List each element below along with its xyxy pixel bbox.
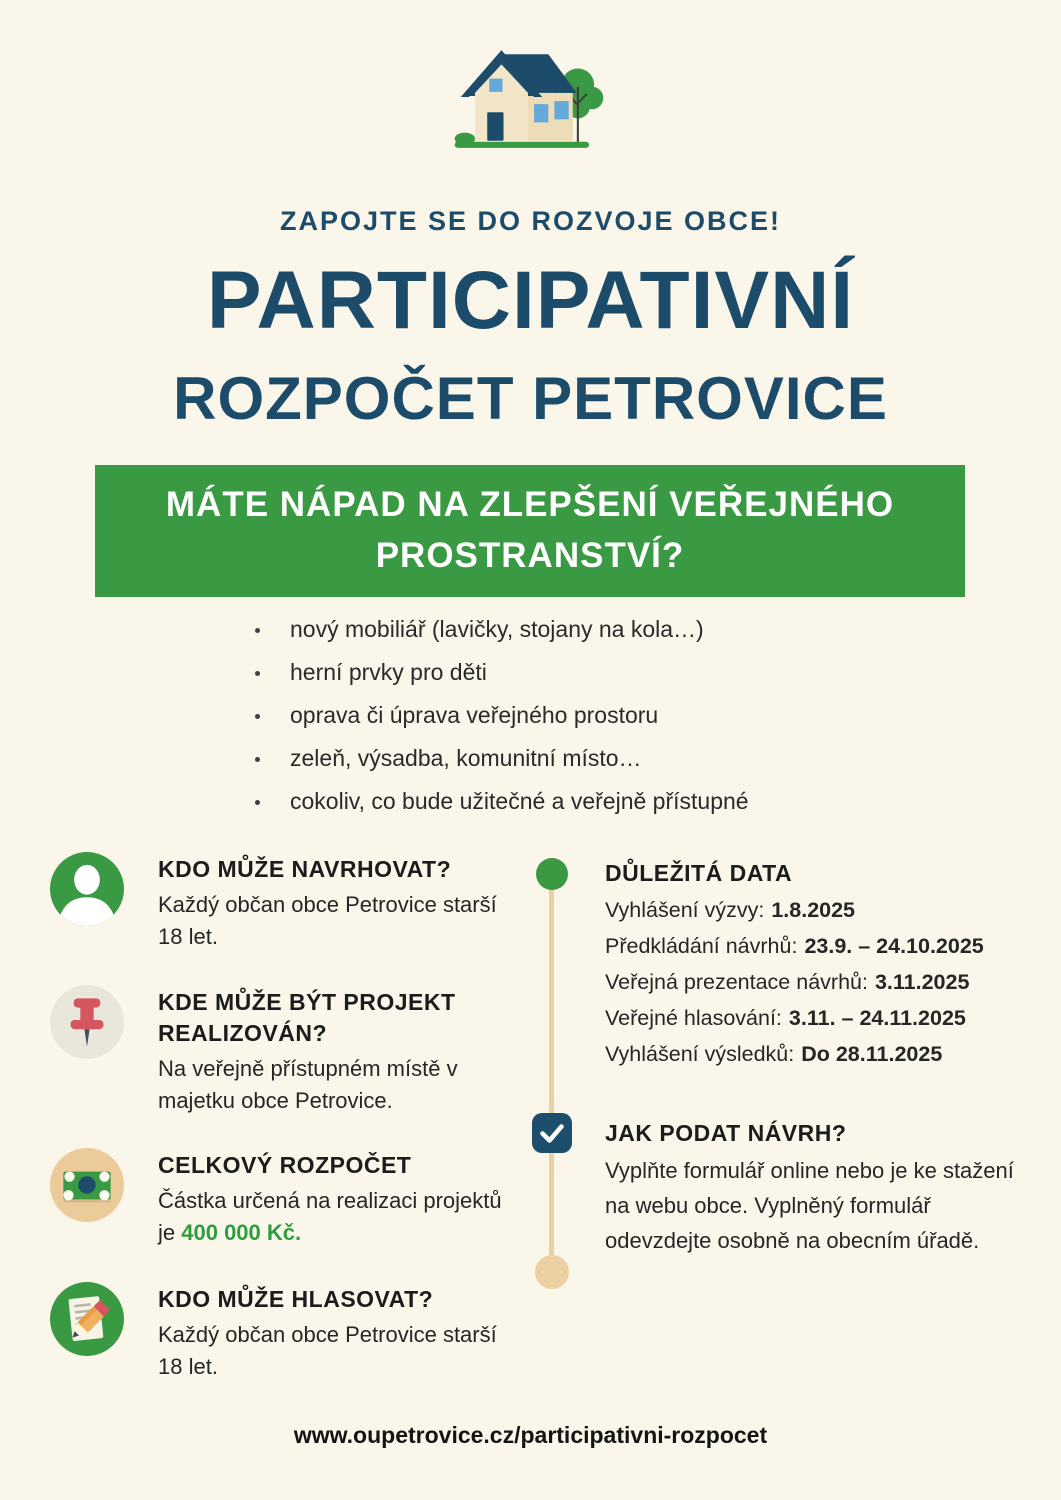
date-row bbox=[605, 1042, 1045, 1067]
date-value: 23.9. – 24.10.2025 bbox=[804, 934, 984, 958]
timeline-line bbox=[549, 874, 554, 1272]
poster-subtitle: ROZPOČET PETROVICE bbox=[173, 365, 888, 432]
poster-title: PARTICIPATIVNÍ bbox=[206, 255, 855, 346]
how-to-submit-body: Vyplňte formulář online nebo je ke stažení na webu obce. Vyplněný formulář odevzdejte osobně na obecním úřadě. bbox=[605, 1158, 1014, 1253]
section-where-realized bbox=[50, 985, 510, 1118]
bullet-icon bbox=[255, 800, 260, 805]
house-icon bbox=[448, 42, 612, 154]
important-dates-title: DŮLEŽITÁ DATA bbox=[605, 860, 793, 886]
date-row bbox=[605, 1006, 1045, 1031]
idea-text: zeleň, výsadba, komunitní místo… bbox=[290, 745, 642, 771]
idea-text: oprava či úprava veřejného prostoru bbox=[290, 702, 659, 728]
list-item bbox=[255, 745, 875, 772]
date-label: Vyhlášení výsledků: bbox=[605, 1042, 795, 1066]
section-body: Částka určená na realizaci projektů je 400 000 Kč. bbox=[158, 1188, 502, 1246]
budget-amount: 400 000 Kč. bbox=[181, 1220, 302, 1246]
section-body: Na veřejně přístupném místě v majetku obce Petrovice. bbox=[158, 1056, 458, 1114]
date-value: 3.11.2025 bbox=[874, 970, 970, 994]
kicker: ZAPOJTE SE DO ROZVOJE OBCE! bbox=[279, 206, 782, 236]
date-label: Veřejné hlasování: bbox=[605, 1006, 782, 1030]
idea-text: cokoliv, co bude užitečné a veřejně přístupné bbox=[290, 788, 749, 814]
idea-text: nový mobiliář (lavičky, stojany na kola…) bbox=[290, 616, 704, 642]
idea-text: herní prvky pro děti bbox=[290, 659, 487, 685]
section-who-can-propose bbox=[50, 852, 510, 954]
date-label: Vyhlášení výzvy: bbox=[605, 898, 765, 922]
money-icon bbox=[50, 1148, 124, 1222]
list-item bbox=[255, 616, 875, 643]
section-title: CELKOVÝ ROZPOČET bbox=[158, 1152, 412, 1178]
section-total-budget bbox=[50, 1148, 510, 1250]
date-value: 3.11. – 24.11.2025 bbox=[788, 1006, 966, 1030]
bullet-icon bbox=[255, 714, 260, 719]
pencil-icon bbox=[50, 1282, 124, 1356]
checkbox-icon bbox=[531, 1112, 573, 1154]
person-icon bbox=[50, 852, 124, 926]
section-title: KDO MŮŽE NAVRHOVAT? bbox=[158, 856, 452, 882]
important-dates-list bbox=[605, 898, 1045, 1078]
date-row bbox=[605, 934, 1045, 959]
list-item bbox=[255, 659, 875, 686]
section-title: KDO MŮŽE HLASOVAT? bbox=[158, 1286, 434, 1312]
date-row bbox=[605, 898, 1045, 923]
ideas-list bbox=[255, 616, 875, 831]
bullet-icon bbox=[255, 757, 260, 762]
date-label: Předkládání návrhů: bbox=[605, 934, 798, 958]
date-row bbox=[605, 970, 1045, 995]
bullet-icon bbox=[255, 628, 260, 633]
list-item bbox=[255, 788, 875, 815]
section-title: KDE MŮŽE BÝT PROJEKT REALIZOVÁN? bbox=[158, 989, 456, 1047]
date-label: Veřejná prezentace návrhů: bbox=[605, 970, 868, 994]
date-value: 1.8.2025 bbox=[771, 898, 856, 922]
bullet-icon bbox=[255, 671, 260, 676]
section-body: Každý občan obce Petrovice starší 18 let. bbox=[158, 892, 497, 950]
section-body: Každý občan obce Petrovice starší 18 let. bbox=[158, 1322, 497, 1380]
pushpin-icon bbox=[50, 985, 124, 1059]
question-banner-text: MÁTE NÁPAD NA ZLEPŠENÍ VEŘEJNÉHO PROSTRANSTVÍ? bbox=[165, 485, 895, 575]
footer-url: www.oupetrovice.cz/participativni-rozpocet bbox=[293, 1422, 768, 1448]
section-who-can-vote bbox=[50, 1282, 510, 1384]
how-to-submit-title: JAK PODAT NÁVRH? bbox=[605, 1120, 847, 1146]
timeline-start-dot-icon bbox=[536, 858, 568, 890]
list-item bbox=[255, 702, 875, 729]
timeline-end-dot-icon bbox=[535, 1255, 569, 1289]
date-value: Do 28.11.2025 bbox=[801, 1042, 943, 1066]
question-banner bbox=[95, 465, 965, 597]
